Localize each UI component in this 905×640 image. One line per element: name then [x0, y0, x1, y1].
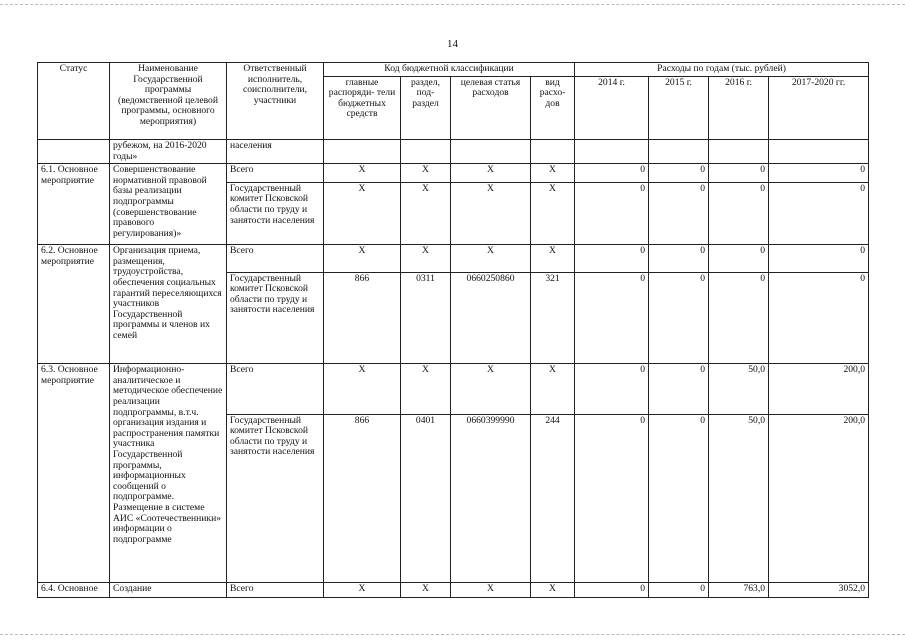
- article-cell: X: [451, 182, 531, 244]
- article-cell: X: [451, 364, 531, 414]
- year-2016-cell: 0: [709, 164, 769, 183]
- table-row: [38, 583, 869, 598]
- article-cell: 0660399990: [451, 414, 531, 583]
- type-cell: 321: [531, 272, 575, 364]
- event-name: Информационно- аналитическое и методическое обеспечение реализации подпрограммы, в.т.ч. организация издания и распространения памятки участника Государственной программы, информационных сообщений о подпрограмме. Размещение в системе АИС «Соотечественники» информации о подпрограмме: [110, 364, 227, 583]
- section-cell: X: [401, 364, 451, 414]
- empty-cell: [709, 140, 769, 164]
- col-year-2014: 2014 г.: [575, 76, 649, 139]
- expenses-header: Расходы по годам (тыс. рублей): [575, 63, 869, 77]
- grbs-cell: X: [324, 182, 401, 244]
- event-responsible: Государственный комитет Псковской области по труду и занятости населения: [227, 272, 324, 364]
- col-responsible-header: Ответственный исполнитель, соисполнители, участники: [227, 63, 324, 140]
- section-cell: X: [401, 164, 451, 183]
- budget-table: [37, 62, 869, 598]
- empty-cell: [401, 140, 451, 164]
- type-cell: X: [531, 364, 575, 414]
- event-name: Организация приема, размещения, трудоустройства, обеспечения социальных гарантий переселяющихся участников Государственной программы и членов их семей: [110, 245, 227, 364]
- scan-top-edge: [0, 4, 905, 5]
- empty-cell: [649, 140, 709, 164]
- header-row: [38, 63, 869, 77]
- event-responsible: Всего: [227, 245, 324, 272]
- type-cell: X: [531, 245, 575, 272]
- type-cell: X: [531, 182, 575, 244]
- year-2017-2020-cell: 0: [769, 272, 869, 364]
- section-cell: 0401: [401, 414, 451, 583]
- year-2016-cell: 0: [709, 245, 769, 272]
- col-status-header: Статус: [38, 63, 110, 140]
- continuation-responsible: населения: [227, 140, 324, 164]
- year-2016-cell: 50,0: [709, 414, 769, 583]
- section-cell: X: [401, 182, 451, 244]
- page-number: 14: [447, 38, 458, 50]
- article-cell: X: [451, 583, 531, 598]
- col-article-header: целевая статья расходов: [451, 76, 531, 139]
- year-2015-cell: 0: [649, 583, 709, 598]
- col-year-2015: 2015 г.: [649, 76, 709, 139]
- section-cell: 0311: [401, 272, 451, 364]
- event-status: 6.1. Основное мероприятие: [38, 164, 110, 245]
- year-2014-cell: 0: [575, 272, 649, 364]
- grbs-cell: X: [324, 164, 401, 183]
- year-2017-2020-cell: 200,0: [769, 364, 869, 414]
- article-cell: 0660250860: [451, 272, 531, 364]
- article-cell: X: [451, 245, 531, 272]
- type-cell: X: [531, 164, 575, 183]
- year-2015-cell: 0: [649, 164, 709, 183]
- col-type-header: вид расхо- дов: [531, 76, 575, 139]
- grbs-cell: X: [324, 364, 401, 414]
- empty-cell: [451, 140, 531, 164]
- event-responsible: Всего: [227, 164, 324, 183]
- year-2017-2020-cell: 0: [769, 182, 869, 244]
- year-2016-cell: 763,0: [709, 583, 769, 598]
- continuation-row: [38, 140, 869, 164]
- year-2017-2020-cell: 0: [769, 245, 869, 272]
- event-responsible: Государственный комитет Псковской области по труду и занятости населения: [227, 414, 324, 583]
- year-2017-2020-cell: 3052,0: [769, 583, 869, 598]
- year-2016-cell: 50,0: [709, 364, 769, 414]
- year-2017-2020-cell: 0: [769, 164, 869, 183]
- event-name: Совершенствование нормативной правовой базы реализации подпрограммы (совершенствование правового регулирования)»: [110, 164, 227, 245]
- year-2014-cell: 0: [575, 182, 649, 244]
- table-row: [38, 245, 869, 272]
- section-cell: X: [401, 245, 451, 272]
- empty-cell: [575, 140, 649, 164]
- table-row: [38, 164, 869, 183]
- year-2015-cell: 0: [649, 364, 709, 414]
- year-2016-cell: 0: [709, 272, 769, 364]
- budget-code-header: Код бюджетной классификации: [324, 63, 575, 77]
- event-status: 6.2. Основное мероприятие: [38, 245, 110, 364]
- year-2015-cell: 0: [649, 245, 709, 272]
- continuation-name: рубежом, на 2016-2020 годы»: [110, 140, 227, 164]
- col-year-2016: 2016 г.: [709, 76, 769, 139]
- col-section-header: раздел, под- раздел: [401, 76, 451, 139]
- year-2017-2020-cell: 200,0: [769, 414, 869, 583]
- year-2014-cell: 0: [575, 414, 649, 583]
- grbs-cell: 866: [324, 272, 401, 364]
- year-2016-cell: 0: [709, 182, 769, 244]
- empty-cell: [769, 140, 869, 164]
- event-responsible: Всего: [227, 583, 324, 598]
- article-cell: X: [451, 164, 531, 183]
- type-cell: 244: [531, 414, 575, 583]
- event-name: Создание: [110, 583, 227, 598]
- section-cell: X: [401, 583, 451, 598]
- event-responsible: Всего: [227, 364, 324, 414]
- year-2014-cell: 0: [575, 245, 649, 272]
- grbs-cell: X: [324, 245, 401, 272]
- grbs-cell: X: [324, 583, 401, 598]
- empty-cell: [324, 140, 401, 164]
- col-year-2017-2020: 2017-2020 гг.: [769, 76, 869, 139]
- scan-bottom-edge: [0, 634, 905, 635]
- empty-cell: [531, 140, 575, 164]
- table-row: [38, 364, 869, 414]
- col-name-header: Наименование Государственной программы (ведомственной целевой программы, основного мероприятия): [110, 63, 227, 140]
- event-responsible: Государственный комитет Псковской области по труду и занятости населения: [227, 182, 324, 244]
- continuation-status: [38, 140, 110, 164]
- col-grbs-header: главные распоряди- тели бюджетных средств: [324, 76, 401, 139]
- grbs-cell: 866: [324, 414, 401, 583]
- year-2015-cell: 0: [649, 182, 709, 244]
- year-2014-cell: 0: [575, 164, 649, 183]
- type-cell: X: [531, 583, 575, 598]
- year-2014-cell: 0: [575, 583, 649, 598]
- year-2015-cell: 0: [649, 272, 709, 364]
- event-status: 6.4. Основное: [38, 583, 110, 598]
- event-status: 6.3. Основное мероприятие: [38, 364, 110, 583]
- year-2014-cell: 0: [575, 364, 649, 414]
- year-2015-cell: 0: [649, 414, 709, 583]
